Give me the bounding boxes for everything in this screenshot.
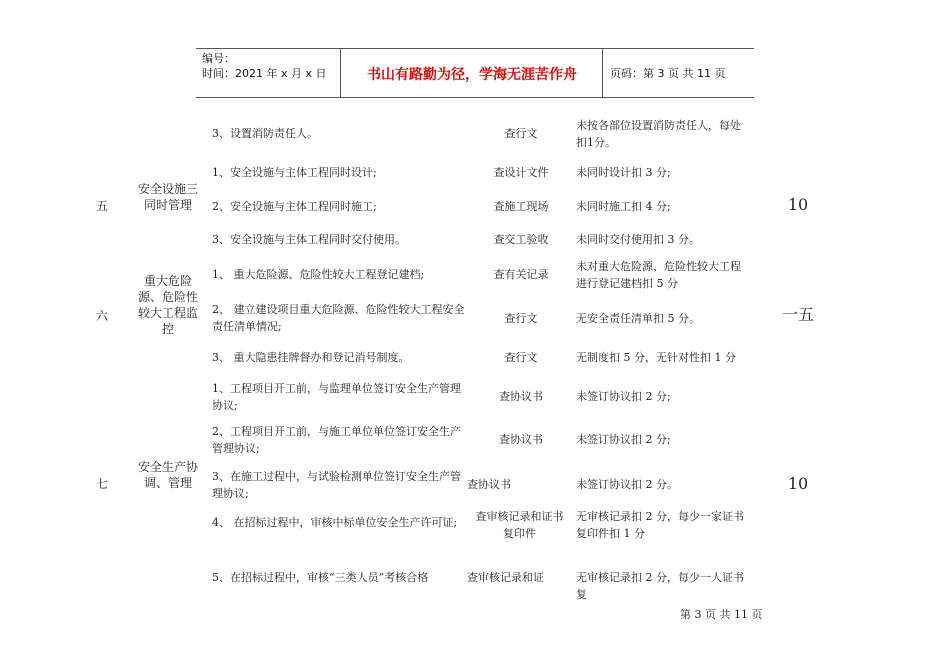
check-method: 查审核记录和证 [467, 571, 544, 584]
check-item: 3、在施工过程中，与试验检测单位签订安全生产管理协议; [212, 470, 461, 500]
scoring-rule: 无安全责任清单扣 5 分。 [576, 312, 700, 325]
scoring-rule: 未签订协议扣 2 分; [576, 390, 671, 403]
check-item: 2、工程项目开工前，与施工单位单位签订安全生产管理协议; [212, 425, 461, 455]
section-number: 七 [96, 477, 109, 491]
check-item: 2、 建立建设项目重大危险源、危险性较大工程安全责任清单情况; [212, 303, 465, 333]
page-header [196, 48, 754, 98]
header-divider [602, 49, 603, 97]
check-method: 查有关记录 [493, 268, 549, 281]
section-total-score: 一五 [781, 305, 814, 324]
check-method: 查审核记录和证书复印件 [475, 510, 564, 540]
check-item: 3、安全设施与主体工程同时交付使用。 [212, 233, 406, 246]
header-left [202, 51, 327, 81]
scoring-rule: 无审核记录扣 2 分，每少一家证书复印件扣 1 分 [576, 510, 744, 540]
check-item: 1、安全设施与主体工程同时设计; [212, 166, 377, 179]
header-motto: 书山有路勤为径，学海无涯苦作舟 [367, 67, 577, 83]
check-method: 查行文 [504, 312, 538, 325]
section-category: 重大危险源、危险性较大工程监控 [137, 274, 198, 336]
scoring-rule: 未按各部位设置消防责任人，每处扣1分。 [576, 119, 741, 149]
scoring-rule: 未对重大危险源、危险性较大工程进行登记建档扣 5 分 [576, 260, 741, 290]
check-method: 查协议书 [467, 478, 511, 491]
scoring-rule: 无制度扣 5 分，无针对性扣 1 分 [576, 351, 736, 364]
check-item: 5、在招标过程中，审核“三类人员”考核合格 [212, 571, 429, 584]
check-item: 1、工程项目开工前，与监理单位签订安全生产管理协议; [212, 382, 461, 412]
header-page-number: 页码：第 3 页 共 11 页 [610, 67, 726, 80]
check-item: 1、 重大危险源、危险性较大工程登记建档; [212, 268, 425, 281]
check-method: 查设计文件 [493, 166, 549, 179]
section-total-score: 10 [787, 474, 809, 493]
check-item: 4、 在招标过程中，审核中标单位安全生产许可证; [212, 516, 458, 529]
section-number: 五 [96, 199, 109, 213]
check-method: 查施工现场 [493, 200, 549, 213]
page-footer: 第 3 页 共 11 页 [680, 608, 763, 621]
time-label: 时间：2021 年 x 月 x 日 [202, 67, 327, 80]
check-item: 3、设置消防责任人。 [212, 127, 318, 140]
scoring-rule: 无审核记录扣 2 分，每少一人证书复 [576, 571, 744, 601]
check-item: 3、 重大隐患挂牌督办和登记消号制度。 [212, 351, 410, 364]
scoring-rule: 未同时施工扣 4 分; [576, 200, 671, 213]
check-method: 查协议书 [499, 433, 543, 446]
scoring-rule: 未同时设计扣 3 分; [576, 166, 671, 179]
check-method: 查协议书 [499, 390, 543, 403]
scoring-rule: 未同时交付使用扣 3 分。 [576, 233, 700, 246]
section-category: 安全生产协调、管理 [137, 460, 198, 490]
scoring-rule: 未签订协议扣 2 分; [576, 433, 671, 446]
section-total-score: 10 [787, 195, 809, 214]
check-method: 查行文 [504, 351, 538, 364]
check-item: 2、安全设施与主体工程同时施工; [212, 200, 377, 213]
number-label: 编号： [202, 52, 235, 65]
scoring-rule: 未签订协议扣 2 分。 [576, 478, 678, 491]
check-method: 查行文 [504, 127, 538, 140]
section-number: 六 [96, 309, 109, 323]
check-method: 查交工验收 [493, 233, 549, 246]
section-category: 安全设施三同时管理 [137, 182, 198, 212]
